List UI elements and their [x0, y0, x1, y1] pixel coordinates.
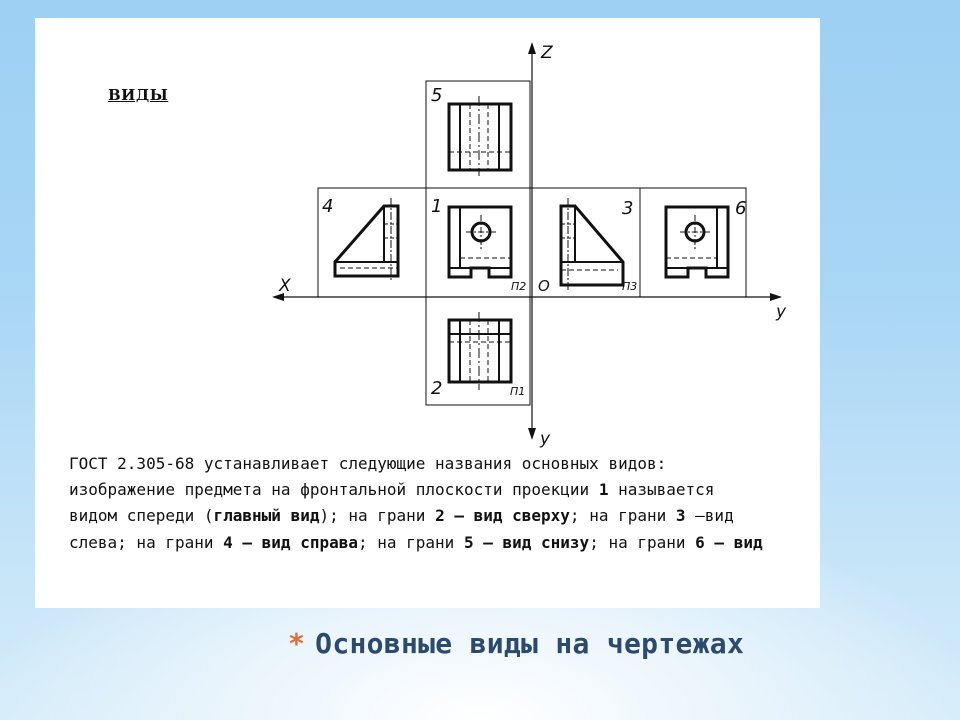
plane-label-p2: П2 — [511, 280, 527, 293]
face-number-4: 4 — [322, 196, 334, 217]
face-number-3: 3 — [622, 198, 634, 219]
description-segment: ГОСТ 2.305-68 устанавливает следующие названия основных видов: изображение предмета на фронтальной плоскости проекции — [69, 454, 667, 500]
view-4-drawing — [335, 198, 398, 282]
description-bold-segment: 5 – вид снизу — [463, 532, 590, 552]
slide-title-text: Основные виды на чертежах — [315, 627, 745, 660]
y-axis-right-label: y — [776, 302, 787, 322]
view-frame-back — [640, 188, 746, 297]
slide-title — [288, 627, 744, 660]
description-bold-segment: 3 — [675, 506, 686, 526]
description-segment: ); на грани — [319, 506, 436, 526]
face-number-1: 1 — [431, 196, 443, 217]
view-2-drawing — [449, 312, 511, 390]
description-bold-segment: 1 — [598, 480, 609, 500]
description-bold-segment: 6 – вид — [695, 532, 763, 552]
view-3-drawing — [561, 198, 623, 290]
description-segment: называется видом спереди ( — [69, 480, 715, 526]
plane-label-p1: П1 — [510, 385, 526, 398]
x-axis-label: X — [279, 276, 291, 296]
view-5-drawing — [449, 96, 511, 176]
view-6-drawing — [666, 207, 728, 277]
y-axis-bottom-label: y — [540, 429, 551, 449]
face-number-5: 5 — [431, 85, 443, 106]
description-segment: ; на грани — [589, 532, 696, 552]
description-bold-segment: 2 – вид сверху — [435, 506, 570, 526]
origin-label: O — [538, 277, 550, 295]
face-number-2: 2 — [431, 378, 443, 399]
description-segment: ; на грани — [569, 506, 676, 526]
face-number-6: 6 — [735, 198, 747, 219]
description-segment: ; на грани — [357, 532, 464, 552]
plane-label-p3: П3 — [622, 280, 638, 293]
section-heading: ВИДЫ — [108, 86, 169, 104]
description-bold-segment: 4 – вид справа — [223, 532, 358, 552]
description-bold-segment: главный вид — [213, 506, 320, 526]
z-axis-label: Z — [541, 43, 553, 63]
z-axis-arrow — [528, 42, 536, 54]
y-axis-down-arrow — [528, 428, 536, 440]
description-segment: –вид слева; на грани — [69, 506, 734, 552]
gost-description — [69, 451, 769, 556]
y-axis-right-arrow — [770, 293, 782, 301]
view-1-drawing — [449, 207, 511, 277]
title-bullet: * — [288, 627, 306, 660]
view-frame-left — [318, 188, 426, 297]
